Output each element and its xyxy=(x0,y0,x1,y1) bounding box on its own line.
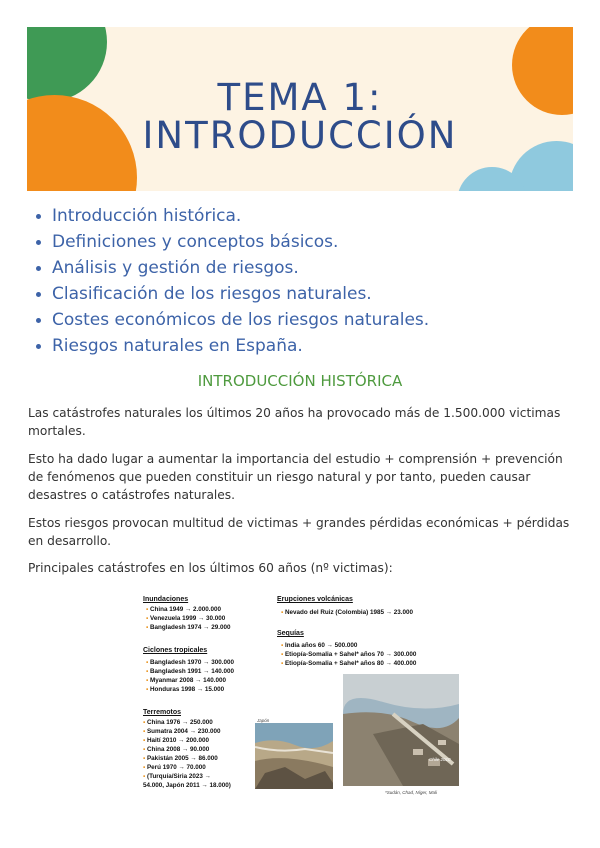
paragraph: Principales catástrofes en los últimos 60 años (nº victimas): xyxy=(28,561,393,575)
paragraph: Esto ha dado lugar a aumentar la importancia del estudio + comprensión + prevención de fenómenos que pueden constituir un riesgo natural y por tanto, pueden causar desastres o catástrofes naturales. xyxy=(28,452,563,502)
tsunami-photo-right xyxy=(343,674,459,786)
erupciones-heading: Erupciones volcánicas xyxy=(277,596,353,603)
list-item: ▪ Myanmar 2008 → 140.000 xyxy=(146,677,226,684)
topic-item: Introducción histórica. xyxy=(36,203,429,229)
terremotos-heading: Terremotos xyxy=(143,709,181,716)
list-item: ▪ Perú 1970 → 70.000 xyxy=(143,764,206,771)
topic-list xyxy=(36,203,429,359)
list-item: ▪ India años 60 → 500.000 xyxy=(281,642,358,649)
list-item: ▪ Haití 2010 → 200.000 xyxy=(143,737,209,744)
list-item: ▪ Bangladesh 1974 → 29.000 xyxy=(146,624,231,631)
list-item: ▪ Venezuela 1999 → 30.000 xyxy=(146,615,226,622)
topic-item: Riesgos naturales en España. xyxy=(36,333,429,359)
title-line-1: TEMA 1: xyxy=(217,76,383,119)
ciclones-heading: Ciclones tropicales xyxy=(143,647,208,654)
title-banner xyxy=(27,27,573,191)
list-item: ▪ China 1949 → 2.000.000 xyxy=(146,606,222,613)
photo-label-left: Japón xyxy=(257,718,270,723)
list-item: ▪ Bangladesh 1970 → 300.000 xyxy=(146,659,234,666)
list-item: ▪ Pakistán 2005 → 86.000 xyxy=(143,755,218,762)
list-item: ▪ Honduras 1998 → 15.000 xyxy=(146,686,225,693)
page-title xyxy=(27,76,573,157)
photo-label-right: Chile 2010 xyxy=(429,757,451,762)
title-line-2: INTRODUCCIÓN xyxy=(142,114,458,157)
list-item: ▪ (Turquía/Siria 2023 → xyxy=(143,773,211,780)
footnote: *Sudán, Chad, Níger, Mali xyxy=(385,790,438,795)
disasters-figure xyxy=(139,590,459,800)
tsunami-photo-left xyxy=(255,723,333,789)
list-item: ▪ China 2008 → 90.000 xyxy=(143,746,210,753)
inundaciones-heading: Inundaciones xyxy=(143,596,189,603)
paragraph: Las catástrofes naturales los últimos 20 años ha provocado más de 1.500.000 victimas mortales. xyxy=(28,406,561,438)
topic-item: Definiciones y conceptos básicos. xyxy=(36,229,429,255)
topic-item: Costes económicos de los riesgos naturales. xyxy=(36,307,429,333)
sequias-heading: Sequías xyxy=(277,630,304,637)
list-item: 54.000, Japón 2011 → 18.000) xyxy=(143,782,231,789)
topic-item: Clasificación de los riesgos naturales. xyxy=(36,281,429,307)
list-item: ▪ Bangladesh 1991 → 140.000 xyxy=(146,668,234,675)
list-item: ▪ Etiopía-Somalia + Sahel* años 70 → 300.000 xyxy=(281,651,417,658)
list-item: ▪ China 1976 → 250.000 xyxy=(143,719,213,726)
paragraph: Estos riesgos provocan multitud de victimas + grandes pérdidas económicas + pérdidas en desarrollo. xyxy=(28,516,570,548)
list-item: ▪ Nevado del Ruiz (Colombia) 1985 → 23.000 xyxy=(281,609,414,616)
list-item: ▪ Sumatra 2004 → 230.000 xyxy=(143,728,221,735)
section-heading: INTRODUCCIÓN HISTÓRICA xyxy=(197,372,403,390)
list-item: ▪ Etiopía-Somalia + Sahel* años 80 → 400.000 xyxy=(281,660,417,667)
topic-item: Análisis y gestión de riesgos. xyxy=(36,255,429,281)
